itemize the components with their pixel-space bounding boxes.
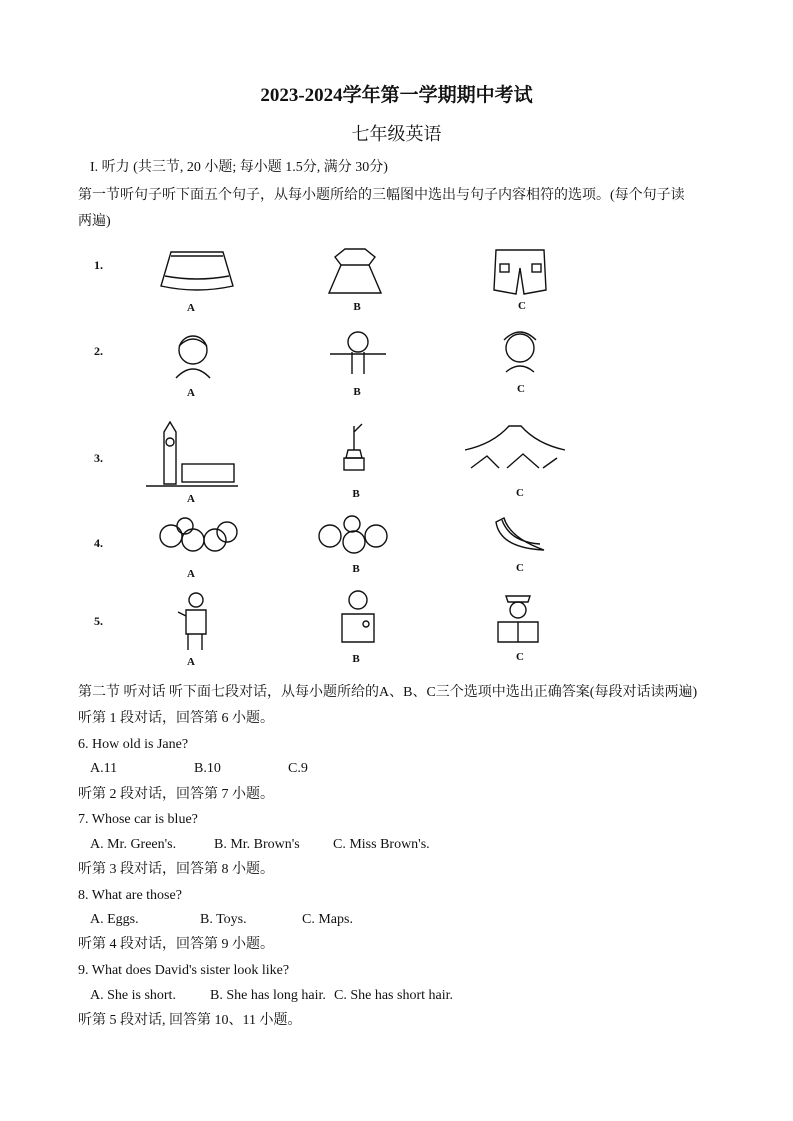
option-label: C (516, 651, 524, 663)
dress-icon[interactable] (325, 245, 385, 297)
dialog-intro: 听第 3 段对话，回答第 8 小题。 (78, 862, 274, 877)
dialog-intro: 听第 1 段对话，回答第 6 小题。 (78, 711, 274, 726)
answer-options (90, 986, 453, 1006)
option-a[interactable]: A. Eggs. (90, 912, 139, 927)
option-b[interactable]: B. She has long hair. (210, 988, 326, 1003)
option-b[interactable]: B. Mr. Brown's (214, 837, 300, 852)
option-label: A (187, 493, 195, 505)
answer-options (90, 835, 430, 855)
bananas-icon[interactable] (490, 512, 548, 556)
question-text: 9. What does David's sister look like? (78, 963, 290, 978)
option-a[interactable]: A. She is short. (90, 988, 176, 1003)
option-label: B (352, 563, 360, 575)
option-label: A (187, 656, 195, 668)
option-a[interactable]: A.11 (90, 761, 118, 776)
question-number: 3. (94, 451, 103, 465)
option-label: B (352, 488, 360, 500)
man-with-bird-icon[interactable] (174, 590, 214, 652)
option-label: A (187, 302, 195, 314)
option-c[interactable]: C. Maps. (302, 912, 353, 927)
apples-icon[interactable] (316, 514, 392, 556)
option-b[interactable]: B. Toys. (200, 912, 247, 927)
man-in-uniform-icon[interactable] (492, 588, 544, 644)
option-label: C (518, 300, 526, 312)
option-label: C (516, 487, 524, 499)
answer-options (90, 759, 308, 779)
question-number: 5. (94, 614, 103, 628)
option-label: C (516, 562, 524, 574)
question-number: 2. (94, 344, 103, 358)
dialog-intro: 听第 2 段对话，回答第 7 小题。 (78, 787, 274, 802)
option-label: C (517, 383, 525, 395)
skirt-icon[interactable] (157, 246, 237, 296)
oranges-icon[interactable] (155, 516, 241, 556)
option-label: B (353, 301, 361, 313)
option-a[interactable]: A. Mr. Green's. (90, 837, 177, 852)
section-header: I. 听力 (共三节, 20 小题; 每小题 1.5分, 满分 30分) (90, 160, 388, 175)
question-text: 7. Whose car is blue? (78, 812, 198, 827)
question-number: 4. (94, 536, 103, 550)
question-number: 1. (94, 258, 103, 272)
page-title: 2023-2024学年第一学期期中考试 (260, 85, 533, 106)
option-c[interactable]: C.9 (288, 761, 308, 776)
dialog-intro: 听第 5 段对话, 回答第 10、11 小题。 (78, 1013, 302, 1028)
question-text: 6. How old is Jane? (78, 737, 189, 752)
big-ben-icon[interactable] (142, 418, 242, 490)
girl-arms-out-icon[interactable] (326, 328, 390, 376)
page-subtitle: 七年级英语 (351, 124, 442, 144)
option-c[interactable]: C. She has short hair. (334, 988, 453, 1003)
part1-instruction-cont: 两遍) (78, 214, 111, 229)
part1-instruction: 第一节听句子听下面五个句子，从每小题所给的三幅图中选出与句子内容相符的选项。(每个句子读 (78, 188, 685, 203)
mount-fuji-icon[interactable] (463, 420, 567, 472)
question-text: 8. What are those? (78, 888, 182, 903)
statue-of-liberty-icon[interactable] (336, 420, 372, 472)
man-in-shirt-icon[interactable] (336, 588, 380, 644)
option-label: B (353, 386, 361, 398)
option-label: A (187, 387, 195, 399)
shorts-icon[interactable] (490, 246, 550, 298)
boy-face-icon[interactable] (168, 330, 218, 380)
option-label: B (352, 653, 360, 665)
option-c[interactable]: C. Miss Brown's. (333, 837, 430, 852)
option-b[interactable]: B.10 (194, 761, 221, 776)
part2-instruction: 第二节 听对话 听下面七段对话，从每小题所给的A、B、C三个选项中选出正确答案(每段对话读两遍) (78, 685, 698, 700)
girl-hat-icon[interactable] (492, 326, 548, 376)
dialog-intro: 听第 4 段对话，回答第 9 小题。 (78, 937, 274, 952)
answer-options (90, 910, 353, 930)
option-label: A (187, 568, 195, 580)
